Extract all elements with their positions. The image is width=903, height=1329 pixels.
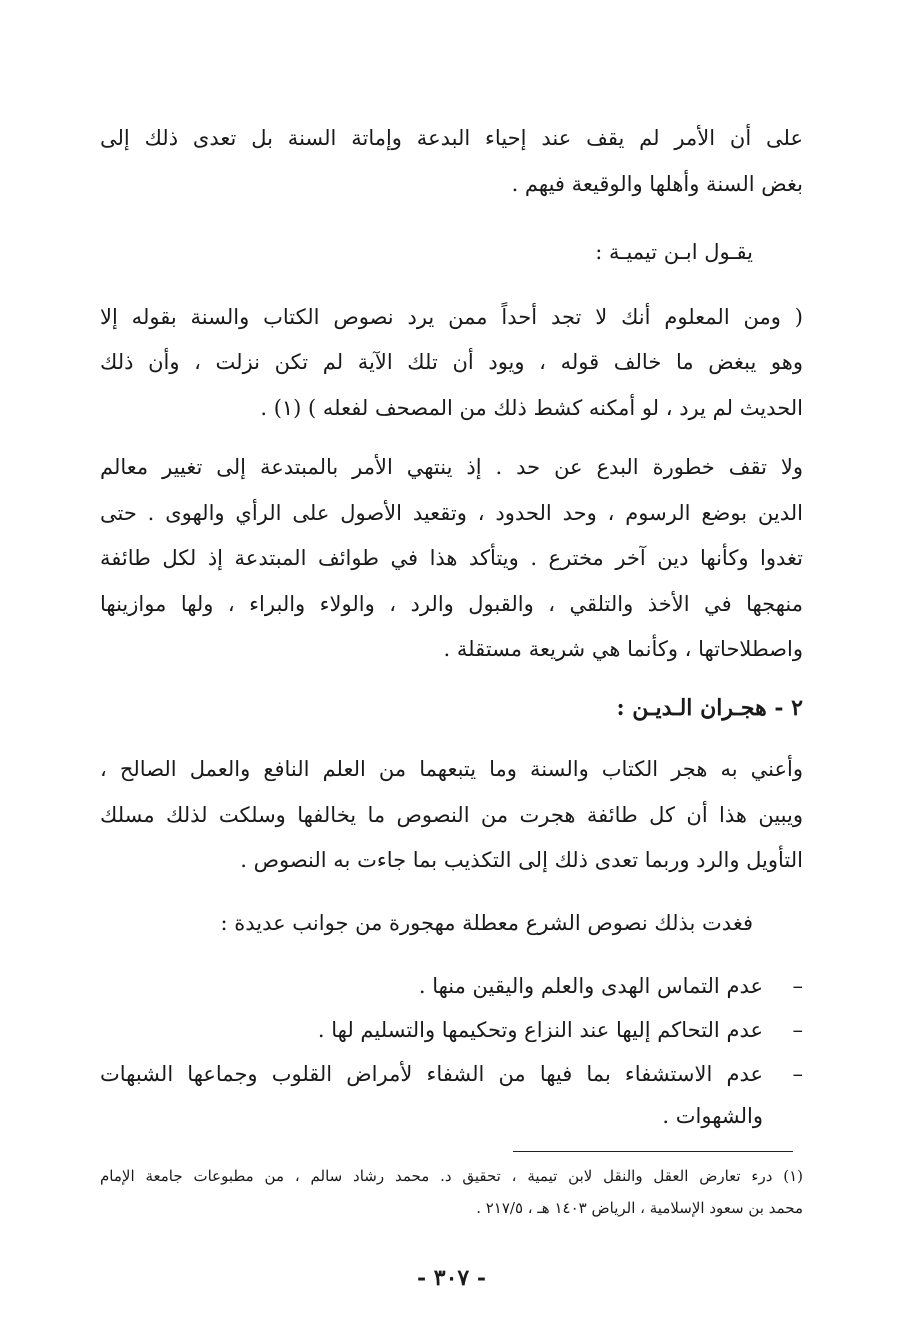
footnote-line-1: (١) درء تعارض العقل والنقل لابن تيمية ، تحقيق د. محمد رشاد سالم ، من مطبوعات جامعة الإمام [100, 1167, 803, 1185]
paragraph-6: فغدت بذلك نصوص الشرع معطلة مهجورة من جوانب عديدة : [220, 911, 753, 935]
paragraph-4-line-2: الدين بوضع الرسوم ، وحد الحدود ، وتقعيد الأصول على الرأي والهوى . حتى [100, 501, 803, 525]
paragraph-4-line-5: واصطلاحاتها ، وكأنما هي شريعة مستقلة . [443, 637, 803, 661]
bullet-item-3 [100, 1054, 803, 1094]
paragraph-5-line-2: ويبين هذا أن كل طائفة هجرت من النصوص ما يخالفها وسلكت لذلك مسلك [100, 803, 803, 827]
bullet-dash: – [792, 974, 803, 998]
paragraph-1-line-2: بغض السنة وأهلها والوقيعة فيهم . [511, 172, 803, 196]
footnote-separator [513, 1151, 793, 1152]
bullet-item-1 [100, 966, 803, 1006]
quote-line-3: الحديث لم يرد ، لو أمكنه كشط ذلك من المصحف لفعله ) (١) . [260, 396, 803, 420]
paragraph-5-line-1: وأعني به هجر الكتاب والسنة وما يتبعهما من العلم النافع والعمل الصالح ، [100, 757, 803, 781]
bullet-text: والشهوات . [662, 1104, 763, 1128]
paragraph-2: يقـول ابـن تيميـة : [595, 240, 753, 264]
quote-line-1: ( ومن المعلوم أنك لا تجد أحداً ممن يرد نصوص الكتاب والسنة بقوله إلا [100, 305, 803, 329]
bullet-text: عدم الاستشفاء بما فيها من الشفاء لأمراض القلوب وجماعها الشبهات [100, 1062, 763, 1086]
section-heading: ٢ - هجـران الـديـن : [616, 695, 803, 721]
paragraph-4-line-1: ولا تقف خطورة البدع عن حد . إذ ينتهي الأمر بالمبتدعة إلى تغيير معالم [100, 455, 803, 479]
quote-line-2: وهو يبغض ما خالف قوله ، ويود أن تلك الآية لم تكن نزلت ، وأن ذلك [100, 350, 803, 374]
bullet-dash: – [792, 1062, 803, 1086]
paragraph-4-line-4: منهجها في الأخذ والتلقي ، والقبول والرد ، والولاء والبراء ، ولها موازينها [100, 592, 803, 616]
paragraph-4-line-3: تغدوا وكأنها دين آخر مخترع . ويتأكد هذا في طوائف المبتدعة إذ لكل طائفة [100, 546, 803, 570]
bullet-item-3-continuation [100, 1096, 803, 1136]
paragraph-1-line-1: على أن الأمر لم يقف عند إحياء البدعة وإماتة السنة بل تعدى ذلك إلى [100, 126, 803, 150]
bullet-text: عدم التحاكم إليها عند النزاع وتحكيمها والتسليم لها . [317, 1018, 763, 1042]
bullet-text: عدم التماس الهدى والعلم واليقين منها . [418, 974, 763, 998]
page-number: - ٣٠٧ - [416, 1265, 487, 1291]
paragraph-5-line-3: التأويل والرد وربما تعدى ذلك إلى التكذيب بما جاءت به النصوص . [240, 848, 803, 872]
bullet-dash: – [792, 1018, 803, 1042]
footnote-line-2: محمد بن سعود الإسلامية ، الرياض ١٤٠٣ هـ ، ٢١٧/٥ . [476, 1199, 803, 1217]
bullet-item-2 [100, 1010, 803, 1050]
